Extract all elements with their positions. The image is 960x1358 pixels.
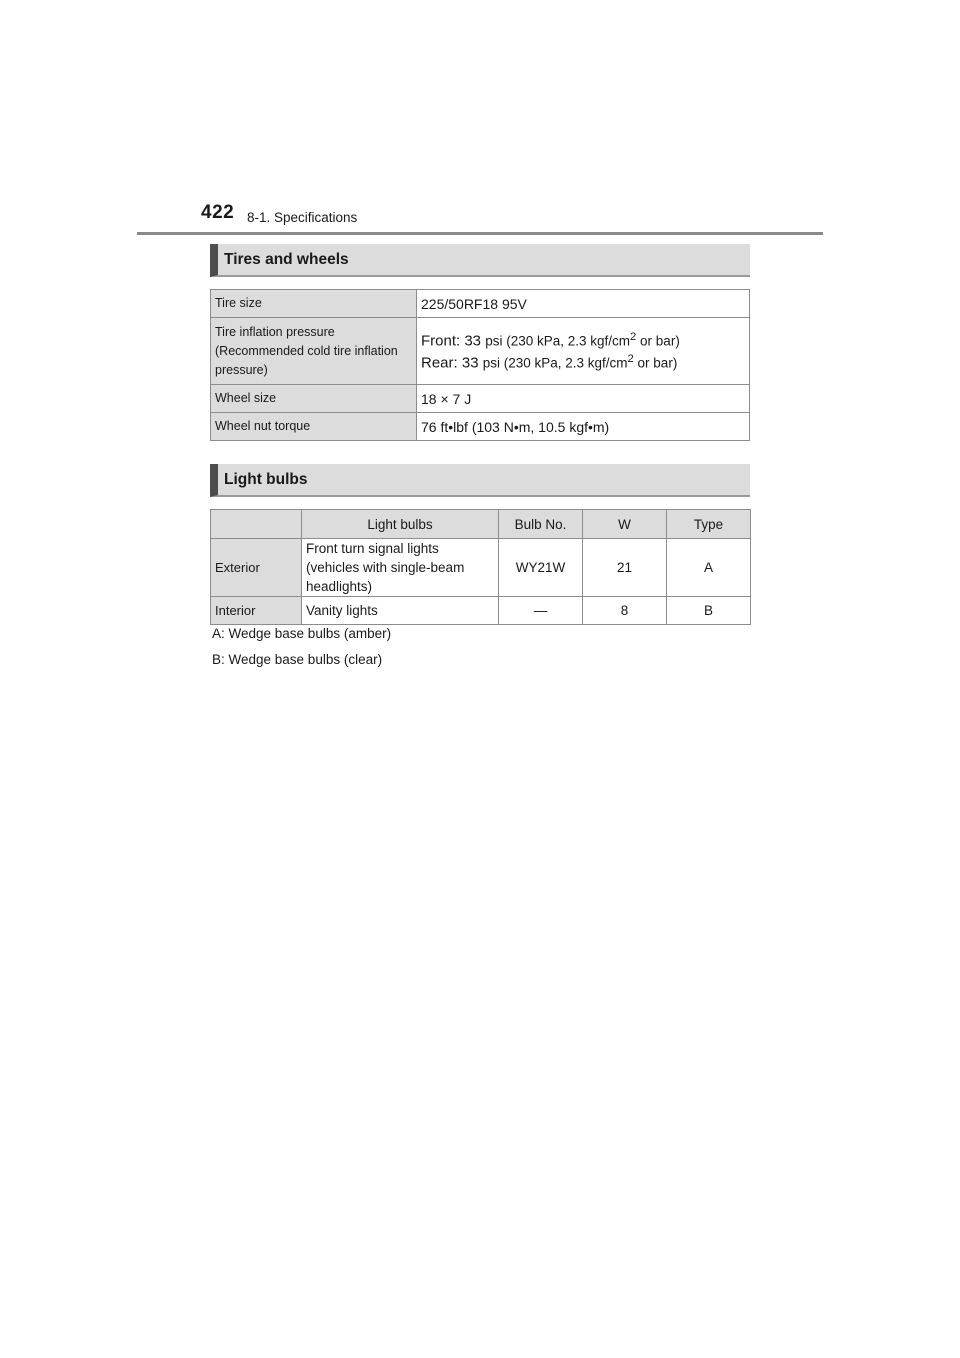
bulb-name: Front turn signal lights (vehicles with single-beam headlights) [302,539,499,597]
header-empty [211,510,302,539]
inflation-pressure-label: Tire inflation pressure (Recommended cold tire inflation pressure) [211,318,417,385]
section-breadcrumb: 8-1. Specifications [247,210,358,225]
table-row [211,385,750,413]
tire-size-label: Tire size [211,290,417,318]
front-pressure-units: psi (230 kPa, 2.3 kgf/cm [485,333,631,348]
front-pressure-superscript: 2 [630,330,637,343]
tire-size-value: 225/50RF18 95V [417,290,750,318]
header-bulb-no: Bulb No. [499,510,583,539]
bulb-type: A [667,539,751,597]
bulb-wattage: 21 [583,539,667,597]
wheel-nut-torque-label: Wheel nut torque [211,413,417,441]
rear-pressure [421,353,745,372]
bulb-type: B [667,597,751,625]
bulb-name: Vanity lights [302,597,499,625]
table-row [211,290,750,318]
rear-pressure-superscript: 2 [627,353,634,365]
wheel-nut-torque-value: 76 ft•lbf (103 N•m, 10.5 kgf•m) [417,413,750,441]
rear-pressure-suffix: or bar) [633,355,678,371]
table-header-row [211,510,751,539]
bulb-wattage: 8 [583,597,667,625]
tires-table [210,289,750,441]
inflation-pressure-value [417,318,750,385]
group-label: Interior [211,597,302,625]
rear-pressure-value: Rear: 33 [421,354,483,372]
bulbs-section-heading: Light bulbs [210,464,750,497]
rear-pressure-units: psi (230 kPa, 2.3 kgf/cm [482,355,628,371]
tires-section-heading: Tires and wheels [210,244,750,277]
page-number: 422 [201,202,235,223]
front-pressure [421,331,745,350]
front-pressure-value: Front: 33 [421,332,486,349]
header-watt: W [583,510,667,539]
group-label: Exterior [211,539,302,597]
bulb-number: WY21W [499,539,583,597]
bulbs-table [210,509,751,625]
front-pressure-suffix: or bar) [636,333,680,348]
wheel-size-label: Wheel size [211,385,417,413]
bulb-number: — [499,597,583,625]
header-type: Type [667,510,751,539]
table-row [211,413,750,441]
table-row [211,318,750,385]
table-row [211,539,751,597]
header-light-bulbs: Light bulbs [302,510,499,539]
table-row [211,597,751,625]
bulb-type-note-b: B: Wedge base bulbs (clear) [212,652,383,667]
header-divider [137,232,823,235]
bulb-type-note-a: A: Wedge base bulbs (amber) [212,626,392,641]
wheel-size-value: 18 × 7 J [417,385,750,413]
